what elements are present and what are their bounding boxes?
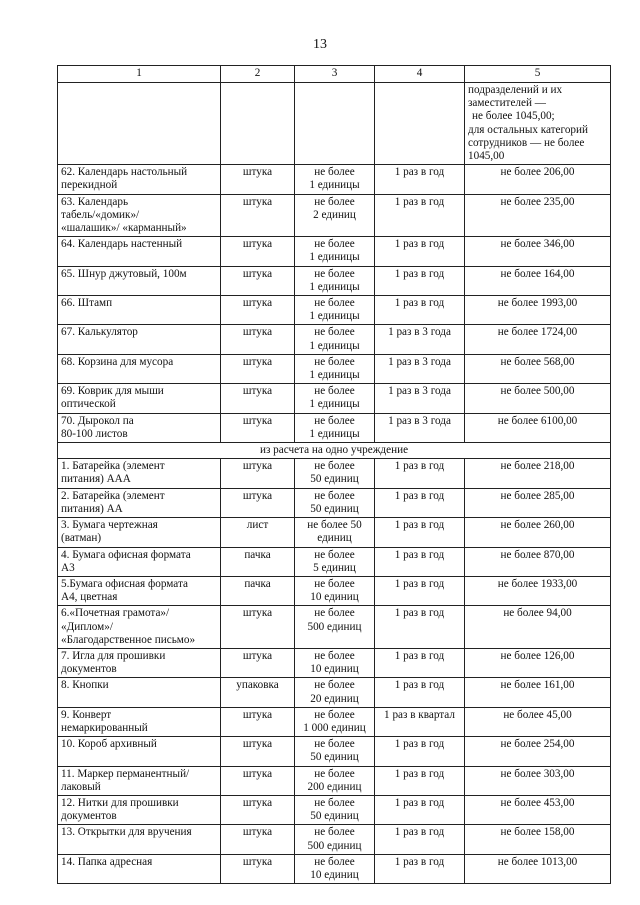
- quantity-cell: [295, 325, 375, 354]
- period-cell: 1 раз в год: [375, 854, 465, 883]
- quantity-cell: [295, 547, 375, 576]
- quantity-line: не более: [314, 238, 355, 251]
- quantity-line: не более: [314, 414, 355, 427]
- quantity-line: единиц: [317, 532, 352, 545]
- price-cell: не более 870,00: [465, 547, 611, 576]
- quantity-line: не более: [314, 649, 355, 662]
- price-cell: не более 1724,00: [465, 325, 611, 354]
- table-row: [58, 678, 611, 707]
- item-name-line: 70. Дырокол па: [61, 414, 134, 427]
- item-name-cell: [58, 384, 221, 413]
- column-number: 1: [58, 66, 221, 83]
- column-header-row: [58, 66, 611, 83]
- unit-cell: штука: [221, 766, 295, 795]
- quantity-line: 1 единицы: [309, 251, 360, 264]
- item-name-cell: [58, 325, 221, 354]
- quantity-line: 50 единиц: [310, 810, 359, 823]
- quantity-line: не более: [314, 166, 355, 179]
- table-row: [58, 737, 611, 766]
- quantity-line: 200 единиц: [307, 780, 362, 793]
- quantity-cell: [295, 737, 375, 766]
- period-cell: 1 раз в год: [375, 165, 465, 194]
- item-name-line: А3: [61, 561, 75, 574]
- unit-cell: штука: [221, 737, 295, 766]
- table-row: [58, 606, 611, 649]
- period-cell: 1 раз в год: [375, 678, 465, 707]
- unit-cell: штука: [221, 325, 295, 354]
- price-line: не более 1045,00;: [472, 110, 555, 123]
- period-cell: 1 раз в год: [375, 518, 465, 547]
- quantity-cell: [295, 707, 375, 736]
- item-name-line: 64. Календарь настенный: [61, 238, 183, 251]
- table-row: [58, 296, 611, 325]
- item-name-cell: [58, 576, 221, 605]
- item-name-line: 9. Конверт: [61, 708, 112, 721]
- item-name-line: табель/«домик»/: [61, 208, 140, 221]
- period-cell: 1 раз в год: [375, 266, 465, 295]
- price-cell: не более 1013,00: [465, 854, 611, 883]
- quantity-line: 10 единиц: [310, 868, 359, 881]
- quantity-line: не более: [314, 826, 355, 839]
- quantity-cell: [295, 518, 375, 547]
- unit-cell: штука: [221, 354, 295, 383]
- quantity-line: не более: [314, 796, 355, 809]
- quantity-cell: [295, 296, 375, 325]
- item-name-line: перекидной: [61, 179, 118, 192]
- quantity-line: не более: [314, 355, 355, 368]
- period-cell: 1 раз в год: [375, 795, 465, 824]
- unit-cell: пачка: [221, 576, 295, 605]
- period-cell: 1 раз в год: [375, 766, 465, 795]
- item-name-line: оптической: [61, 398, 116, 411]
- item-name-cell: [58, 237, 221, 266]
- quantity-cell: [295, 413, 375, 442]
- column-number: 3: [295, 66, 375, 83]
- unit-cell: упаковка: [221, 678, 295, 707]
- quantity-cell: [295, 854, 375, 883]
- quantity-line: 1 единицы: [309, 369, 360, 382]
- period-cell: 1 раз в 3 года: [375, 325, 465, 354]
- table-row: [58, 854, 611, 883]
- item-name-line: (ватман): [61, 532, 102, 545]
- period-cell: 1 раз в год: [375, 237, 465, 266]
- item-name-line: 12. Нитки для прошивки: [61, 796, 179, 809]
- unit-cell: штука: [221, 384, 295, 413]
- item-name-line: 10. Короб архивный: [61, 738, 157, 751]
- table-row: [58, 459, 611, 488]
- item-name-cell: [58, 518, 221, 547]
- price-cell: не более 285,00: [465, 488, 611, 517]
- price-line: сотрудников — не более: [468, 136, 585, 149]
- item-name-line: 4. Бумага офисная формата: [61, 548, 191, 561]
- unit-cell: штука: [221, 266, 295, 295]
- item-name-line: лаковый: [61, 780, 101, 793]
- item-name-line: 11. Маркер перманентный/: [61, 767, 190, 780]
- quantity-line: 50 единиц: [310, 473, 359, 486]
- quantity-line: не более: [314, 385, 355, 398]
- period-cell: 1 раз в год: [375, 459, 465, 488]
- quantity-cell: [295, 237, 375, 266]
- page-number: 13: [313, 37, 327, 52]
- table-row: [58, 766, 611, 795]
- price-cell: не более 1933,00: [465, 576, 611, 605]
- quantity-line: 1 единицы: [309, 280, 360, 293]
- item-name-line: питания) АА: [61, 502, 123, 515]
- period-cell: 1 раз в год: [375, 606, 465, 649]
- table-row: [58, 266, 611, 295]
- quantity-line: не более: [314, 195, 355, 208]
- section-row: [58, 443, 611, 459]
- item-name-cell: [58, 194, 221, 237]
- quantity-line: не более: [314, 489, 355, 502]
- item-name-line: 14. Папка адресная: [61, 855, 153, 868]
- price-cell: не более 254,00: [465, 737, 611, 766]
- quantity-line: 50 единиц: [310, 751, 359, 764]
- unit-cell: штука: [221, 459, 295, 488]
- item-name-line: 66. Штамп: [61, 297, 113, 310]
- item-name-line: 65. Шнур джутовый, 100м: [61, 267, 187, 280]
- column-number: 5: [465, 66, 611, 83]
- table-row: [58, 547, 611, 576]
- item-name-line: 67. Калькулятор: [61, 326, 138, 339]
- item-name-cell: [58, 488, 221, 517]
- quantity-line: не более: [314, 460, 355, 473]
- quantity-line: 10 единиц: [310, 591, 359, 604]
- item-name-cell: [58, 766, 221, 795]
- price-cell: не более 45,00: [465, 707, 611, 736]
- price-cell: не более 158,00: [465, 825, 611, 854]
- price-cell: не более 303,00: [465, 766, 611, 795]
- quantity-line: 20 единиц: [310, 692, 359, 705]
- quantity-line: 500 единиц: [307, 839, 362, 852]
- item-name-cell: [58, 83, 221, 165]
- item-name-line: «шалашик»/ «карманный»: [61, 222, 187, 235]
- quantity-line: не более: [314, 738, 355, 751]
- quantity-line: не более: [314, 708, 355, 721]
- period-cell: 1 раз в год: [375, 488, 465, 517]
- item-name-line: 3. Бумага чертежная: [61, 519, 158, 532]
- unit-cell: штука: [221, 825, 295, 854]
- item-name-line: «Благодарственное письмо»: [61, 633, 196, 646]
- price-cell: не более 568,00: [465, 354, 611, 383]
- item-name-line: документов: [61, 810, 117, 823]
- period-cell: 1 раз в год: [375, 576, 465, 605]
- item-name-line: 8. Кнопки: [61, 679, 109, 692]
- item-name-cell: [58, 296, 221, 325]
- item-name-cell: [58, 854, 221, 883]
- quantity-line: не более: [314, 679, 355, 692]
- price-line: 1045,00: [468, 150, 505, 163]
- price-cell: не более 346,00: [465, 237, 611, 266]
- quantity-line: не более: [314, 767, 355, 780]
- quantity-line: 1 единицы: [309, 427, 360, 440]
- item-name-cell: [58, 707, 221, 736]
- unit-cell: лист: [221, 518, 295, 547]
- quantity-line: 1 единицы: [309, 179, 360, 192]
- unit-cell: штука: [221, 795, 295, 824]
- item-name-cell: [58, 413, 221, 442]
- price-cell: [465, 83, 611, 165]
- period-cell: 1 раз в год: [375, 547, 465, 576]
- item-name-line: 1. Батарейка (элемент: [61, 460, 165, 473]
- item-name-line: немаркированный: [61, 721, 148, 734]
- quantity-cell: [295, 384, 375, 413]
- price-cell: не более 161,00: [465, 678, 611, 707]
- unit-cell: пачка: [221, 547, 295, 576]
- item-name-line: «Диплом»/: [61, 620, 113, 633]
- price-line: для остальных категорий: [468, 123, 588, 136]
- quantity-line: 500 единиц: [307, 620, 362, 633]
- price-cell: не более 500,00: [465, 384, 611, 413]
- unit-cell: [221, 83, 295, 165]
- norms-table: [57, 65, 611, 884]
- price-cell: не более 126,00: [465, 648, 611, 677]
- quantity-cell: [295, 83, 375, 165]
- period-cell: 1 раз в год: [375, 737, 465, 766]
- period-cell: 1 раз в 3 года: [375, 413, 465, 442]
- item-name-line: 5.Бумага офисная формата: [61, 577, 188, 590]
- unit-cell: штука: [221, 488, 295, 517]
- quantity-line: 1 единицы: [309, 398, 360, 411]
- quantity-line: 1 единицы: [309, 310, 360, 323]
- item-name-line: 63. Календарь: [61, 195, 129, 208]
- period-cell: 1 раз в квартал: [375, 707, 465, 736]
- table-row: [58, 648, 611, 677]
- item-name-line: 13. Открытки для вручения: [61, 826, 192, 839]
- column-number: 4: [375, 66, 465, 83]
- item-name-line: А4, цветная: [61, 591, 118, 604]
- quantity-cell: [295, 194, 375, 237]
- quantity-line: 5 единиц: [313, 561, 356, 574]
- item-name-line: питания) ААА: [61, 473, 131, 486]
- quantity-cell: [295, 648, 375, 677]
- price-cell: не более 206,00: [465, 165, 611, 194]
- item-name-cell: [58, 825, 221, 854]
- price-cell: не более 453,00: [465, 795, 611, 824]
- quantity-cell: [295, 165, 375, 194]
- item-name-line: 62. Календарь настольный: [61, 166, 188, 179]
- unit-cell: штука: [221, 606, 295, 649]
- unit-cell: штука: [221, 194, 295, 237]
- item-name-cell: [58, 678, 221, 707]
- item-name-line: 2. Батарейка (элемент: [61, 489, 165, 502]
- quantity-cell: [295, 354, 375, 383]
- table-row: [58, 707, 611, 736]
- column-number: 2: [221, 66, 295, 83]
- item-name-line: 80-100 листов: [61, 427, 128, 440]
- quantity-cell: [295, 795, 375, 824]
- price-cell: не более 235,00: [465, 194, 611, 237]
- table-row: [58, 194, 611, 237]
- item-name-cell: [58, 547, 221, 576]
- price-cell: не более 1993,00: [465, 296, 611, 325]
- quantity-cell: [295, 825, 375, 854]
- item-name-cell: [58, 795, 221, 824]
- price-cell: не более 218,00: [465, 459, 611, 488]
- period-cell: 1 раз в год: [375, 296, 465, 325]
- item-name-cell: [58, 737, 221, 766]
- quantity-line: не более 50: [307, 519, 362, 532]
- quantity-line: не более: [314, 577, 355, 590]
- period-cell: 1 раз в 3 года: [375, 384, 465, 413]
- period-cell: 1 раз в год: [375, 194, 465, 237]
- unit-cell: штука: [221, 854, 295, 883]
- period-cell: 1 раз в год: [375, 825, 465, 854]
- quantity-line: 50 единиц: [310, 502, 359, 515]
- quantity-cell: [295, 606, 375, 649]
- price-line: заместителей —: [468, 97, 546, 110]
- unit-cell: штука: [221, 648, 295, 677]
- table-row: [58, 354, 611, 383]
- table-row: [58, 488, 611, 517]
- quantity-line: не более: [314, 267, 355, 280]
- item-name-cell: [58, 165, 221, 194]
- item-name-line: 7. Игла для прошивки: [61, 649, 166, 662]
- quantity-line: не более: [314, 855, 355, 868]
- price-cell: не более 260,00: [465, 518, 611, 547]
- item-name-cell: [58, 648, 221, 677]
- item-name-cell: [58, 459, 221, 488]
- price-cell: не более 6100,00: [465, 413, 611, 442]
- price-cell: не более 94,00: [465, 606, 611, 649]
- quantity-cell: [295, 266, 375, 295]
- item-name-line: 6.«Почетная грамота»/: [61, 607, 170, 620]
- quantity-line: не более: [314, 326, 355, 339]
- price-cell: не более 164,00: [465, 266, 611, 295]
- table-row: [58, 325, 611, 354]
- table-row: [58, 576, 611, 605]
- quantity-line: не более: [314, 548, 355, 561]
- quantity-cell: [295, 459, 375, 488]
- period-cell: [375, 83, 465, 165]
- period-cell: 1 раз в год: [375, 648, 465, 677]
- quantity-cell: [295, 766, 375, 795]
- table-row: [58, 237, 611, 266]
- unit-cell: штука: [221, 707, 295, 736]
- item-name-line: документов: [61, 663, 117, 676]
- quantity-line: 2 единиц: [313, 208, 356, 221]
- item-name-line: 68. Корзина для мусора: [61, 355, 174, 368]
- period-cell: 1 раз в 3 года: [375, 354, 465, 383]
- norms-table-body: [58, 66, 611, 884]
- item-name-cell: [58, 354, 221, 383]
- table-row: [58, 825, 611, 854]
- unit-cell: штука: [221, 165, 295, 194]
- price-line: подразделений и их: [468, 84, 563, 96]
- continuation-row: [58, 83, 611, 165]
- quantity-cell: [295, 488, 375, 517]
- table-row: [58, 165, 611, 194]
- table-row: [58, 384, 611, 413]
- quantity-line: 1 единицы: [309, 339, 360, 352]
- item-name-line: 69. Коврик для мыши: [61, 385, 164, 398]
- quantity-line: 10 единиц: [310, 663, 359, 676]
- unit-cell: штука: [221, 296, 295, 325]
- item-name-cell: [58, 266, 221, 295]
- quantity-cell: [295, 576, 375, 605]
- section-title: из расчета на одно учреждение: [58, 443, 611, 459]
- unit-cell: штука: [221, 413, 295, 442]
- table-row: [58, 518, 611, 547]
- quantity-line: не более: [314, 607, 355, 620]
- quantity-line: 1 000 единиц: [303, 721, 366, 734]
- unit-cell: штука: [221, 237, 295, 266]
- item-name-cell: [58, 606, 221, 649]
- quantity-cell: [295, 678, 375, 707]
- table-row: [58, 795, 611, 824]
- table-row: [58, 413, 611, 442]
- quantity-line: не более: [314, 297, 355, 310]
